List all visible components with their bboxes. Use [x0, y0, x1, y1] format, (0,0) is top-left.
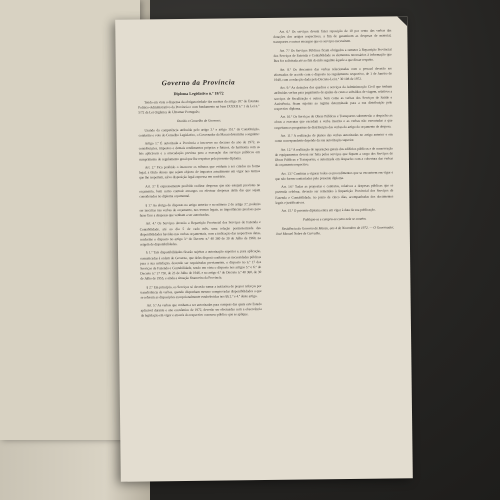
document-page	[115, 16, 413, 482]
paragraph: Art. 4.º Os Serviços deverão a Repartição Provincial dos Serviços de Fazenda e Contabilidade, até ao dia 5 de cada mês, uma relação pormenorizada das disponibilidades havidas nas verbas orçamentais, com a indicação das respectivas datas, conforme o disposto no artigo 3.º do Decreto n.º 40 360 de 30 de Julho de 1960, na origem de disponibilidades.	[139, 220, 261, 247]
paragraph: Art. 14.º Todas as propostas e contratos, relativos a despesas públicas que se pretenda celebrar, deverão ser remetidos à Repartição Provincial dos Serviços de Fazenda e Contabilidade, no prazo de cinco dias, acompanhadas dos documentos legais e justificativos.	[275, 183, 394, 205]
paragraph: Tendo em vista a dispensa da obrigatoriedade das normas do artigo 18.º do Estatuto Político-Administrativo da Província e com fundamento na base IXXXII n.º 1 da Lei n.º 5/72 da Lei Orgânica do Ultramar Português;	[138, 99, 260, 115]
diploma-title: Diploma Legislativo n.º 18/72	[173, 90, 224, 97]
paragraph: Art. 15.º O presente diploma entra em vigor à data da sua publicação.	[281, 207, 376, 214]
paragraph: Art. 9.º As dotações dos quadros e serviços da Administração Civil que tenham atribuídas verbas para pagamento de ajudas de custo e subsídios de viagem, relativos a serviços de fiscalização e outros, bem como as verbas dos Serviços de Saúde e Assistência, ficam sujeitas ao regime determinado para a sua distribuição pelo respectivo diploma.	[274, 84, 393, 111]
paragraph: Art. 12.º A realização de reparações gerais dos edifícios públicos e de conservação de equipamentos deverá ser feita pelos serviços que fiquem a cargo dos Serviços de Obras Públicas e Transportes, e autorizada em despacho com a cobertura das verbas do orçamento respectivo.	[274, 146, 393, 167]
right-column	[273, 28, 394, 240]
paragraph: Art. 2.º Fica proibido o inscrever os tributos que venham a ser criados na forma legal, a título desses que sejam objecto de impostos actualmente em vigor nos termos que lhe respeitem, salvo disposição legal expressa em contrário.	[139, 164, 261, 180]
left-column	[137, 30, 262, 323]
paragraph: Art. 10.º Os Serviços de Obras Públicas e Transportes submeterão a despacho as obras a executar que excedam a verba inscrita e as verbas não executadas a que respeitam os programas de distribuição das verbas do artigo do orçamento de despesa.	[274, 113, 393, 130]
paragraph: Art. 7.º Os Serviços Públicos ficam obrigados a remeter à Repartição Provincial dos Serviços de Fazenda e Contabilidade os elementos necessários à informação que lhes for solicitada até ao fim do mês seguinte àquele a que disser respeito.	[273, 47, 392, 63]
paragraph: Usando da competência atribuída pelo artigo 3.º e artigo 151.º da Constituição, conforme o voto do Conselho Legislativo, o Governador da Macau determina o seguinte:	[138, 126, 260, 138]
paragraph: Artigo 1.º É autorizada a Província a inscrever no decurso do ano de 1972, as contribuições, impostos e demais rendimentos próprios e futuros, de harmonia com as leis aplicáveis e a arrecadação prevista para a execução dos serviços públicos em cumprimento do regulamento geral que lhe respeitar pelo presente diploma.	[138, 140, 260, 162]
paragraph: Art. 6.º Os serviços devem fazer reposição de 10 por cento das verbas das dotações dos artigos respectivos, a fim de garantirem as despesas de material, transportes e outros encargos que os serviços necessitem.	[273, 28, 392, 45]
signature-block: Residência do Governo de Macau, aos 4 de Novembro de 1972. — O Governador, José Manuel Nobre de Carvalho.	[275, 225, 394, 236]
paragraph: Publique-se e cumpra-se como nele se contém.	[302, 216, 367, 222]
paragraph: Art. 8.º Os descontos das verbas relacionadas com o pessoal deverão ser efectuados de acordo com o disposto no regulamento respectivo, de 1 de Janeiro de 1948, com a redacção dada pelo Decreto-Lei n.º 30 108 de 1972.	[273, 65, 392, 82]
document-header: Governo da Província	[161, 78, 236, 88]
paragraph: § 1.º Ao abrigo do disposto no artigo anterior e no número 2 do artigo 3.º, poderão ser inscritas nas verbas do orçamento, nos termos legais, as importâncias precisas para fazer face a despesas que venham a ser autorizadas.	[139, 201, 261, 218]
paragraph: § 2.º Em princípio, os Serviços só deverão tomar a iniciativa de propor reforços por transferência de verbas, quando disponham mesmo comprovadas disponibilidades a que se referem as disposições excepcionalmente estabelecidas nos §§ 2.º e 4.º deste artigo.	[140, 283, 262, 300]
paragraph: Art. 11.º A realização de planos das verbas autorizadas no artigo anterior e em conta correspondente depende da sua autorização superior.	[274, 132, 393, 144]
paragraph: Art. 5.º As verbas que venham a ser autorizadas para compras das quais este Estado aplicável durante o ano econômico de 1972, deverão ser efectuadas com a observância da legislação em vigor e através do respectivo concurso público que se aplique.	[140, 302, 262, 318]
paragraph: Ouvido o Conselho de Governo;	[176, 118, 221, 124]
paragraph: Art. 3.º É expressamente proibido realizar despesas que não estejam previstas no orçamento, bem como contrair encargos ou efectuar despesas além das que sejam considerados no diploma orçamental.	[139, 182, 261, 199]
paragraph: § 1.º Tais disponibilidades ficarão sujeitas a autorização superior e, para aplicação, comunicadas à ordem do Governo, que delas disporá conforme as necessidades públicas para a sua satisfação, devendo ser requisitadas previamente, o disposto no n.º 17 dos Serviços de Fazenda e Contabilidade, tendo em vista o disposto nos artigos 5.º e 6.º do Decreto n.º 17 730, de 23 de Julho de 1946, e no artigo 4.º do Decreto n.º 40 360, de 30 de Julho de 1955, e ainda a situação financeira da Província.	[140, 249, 262, 281]
paragraph: Art. 13.º Continua a vigorar todos os procedimentos que se encontrem em vigor e que não forem contrariados pelo presente diploma.	[275, 170, 394, 181]
page-corner	[397, 16, 407, 26]
